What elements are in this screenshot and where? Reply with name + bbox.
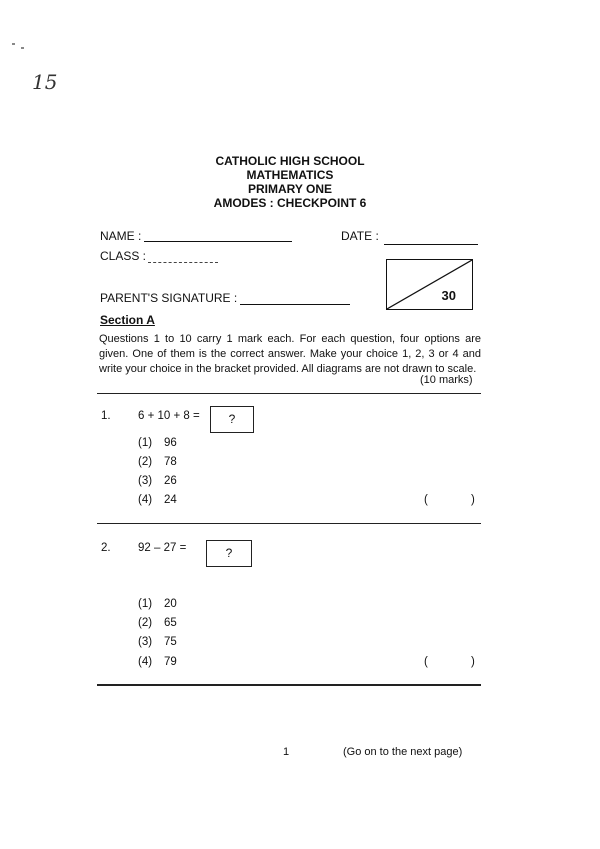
question-1-option-4 <box>138 494 177 506</box>
handwritten-score: 15 <box>32 70 58 94</box>
name-label: NAME : <box>100 229 142 243</box>
question-1-option-2 <box>138 456 177 468</box>
question-1-bracket-open[interactable]: ( <box>424 494 428 506</box>
score-total: 30 <box>441 288 456 303</box>
page-number: 1 <box>283 746 290 758</box>
option-value: 65 <box>164 617 177 629</box>
option-value: 96 <box>164 437 177 449</box>
signature-line[interactable] <box>240 303 350 305</box>
divider <box>97 684 481 686</box>
question-2-bracket-open[interactable]: ( <box>424 656 428 668</box>
question-1-bracket-close[interactable]: ) <box>471 494 475 506</box>
question-2-answer-box: ? <box>206 540 252 567</box>
option-value: 26 <box>164 475 177 487</box>
question-1-option-1 <box>138 437 177 449</box>
section-marks: (10 marks) <box>420 374 473 386</box>
stray-mark <box>21 47 24 49</box>
option-value: 24 <box>164 494 177 506</box>
option-label: (3) <box>138 636 153 648</box>
stray-mark <box>12 43 15 45</box>
divider <box>97 523 481 524</box>
option-label: (1) <box>138 598 153 610</box>
score-diagonal <box>387 260 472 309</box>
question-1-number: 1. <box>101 410 111 422</box>
question-2-expression: 92 – 27 = <box>138 542 187 554</box>
school-name: CATHOLIC HIGH SCHOOL <box>215 154 365 168</box>
date-label: DATE : <box>341 229 379 243</box>
question-1-option-3 <box>138 475 177 487</box>
section-title: Section A <box>100 313 155 327</box>
option-label: (4) <box>138 656 153 668</box>
exam-title: AMODES : CHECKPOINT 6 <box>213 196 367 210</box>
question-2-option-2 <box>138 617 177 629</box>
option-label: (3) <box>138 475 153 487</box>
option-value: 20 <box>164 598 177 610</box>
option-label: (2) <box>138 617 153 629</box>
option-value: 75 <box>164 636 177 648</box>
score-box <box>386 259 473 310</box>
question-2-option-3 <box>138 636 177 648</box>
name-line[interactable] <box>144 240 292 242</box>
question-2-option-1 <box>138 598 177 610</box>
option-label: (1) <box>138 437 153 449</box>
question-2-number: 2. <box>101 542 111 554</box>
next-page-note: (Go on to the next page) <box>343 746 463 758</box>
option-value: 79 <box>164 656 177 668</box>
divider <box>97 393 481 394</box>
signature-label: PARENT'S SIGNATURE : <box>100 291 238 305</box>
question-1-expression: 6 + 10 + 8 = <box>138 410 200 422</box>
class-label: CLASS : <box>100 249 147 263</box>
date-line[interactable] <box>384 243 478 245</box>
question-2-option-4 <box>138 656 177 668</box>
option-label: (2) <box>138 456 153 468</box>
question-1-answer-box: ? <box>210 406 254 433</box>
option-value: 78 <box>164 456 177 468</box>
option-label: (4) <box>138 494 153 506</box>
question-2-bracket-close[interactable]: ) <box>471 656 475 668</box>
class-line[interactable] <box>148 262 218 263</box>
subject-title: MATHEMATICS <box>246 168 334 182</box>
section-instructions: Questions 1 to 10 carry 1 mark each. For each question, four options are given. One of them is the correct answer. Make your choice 1, 2, 3 or 4 and write your choice in the bracket provided. All diagrams are not drawn to scale. <box>99 333 481 375</box>
level-title: PRIMARY ONE <box>247 182 332 196</box>
